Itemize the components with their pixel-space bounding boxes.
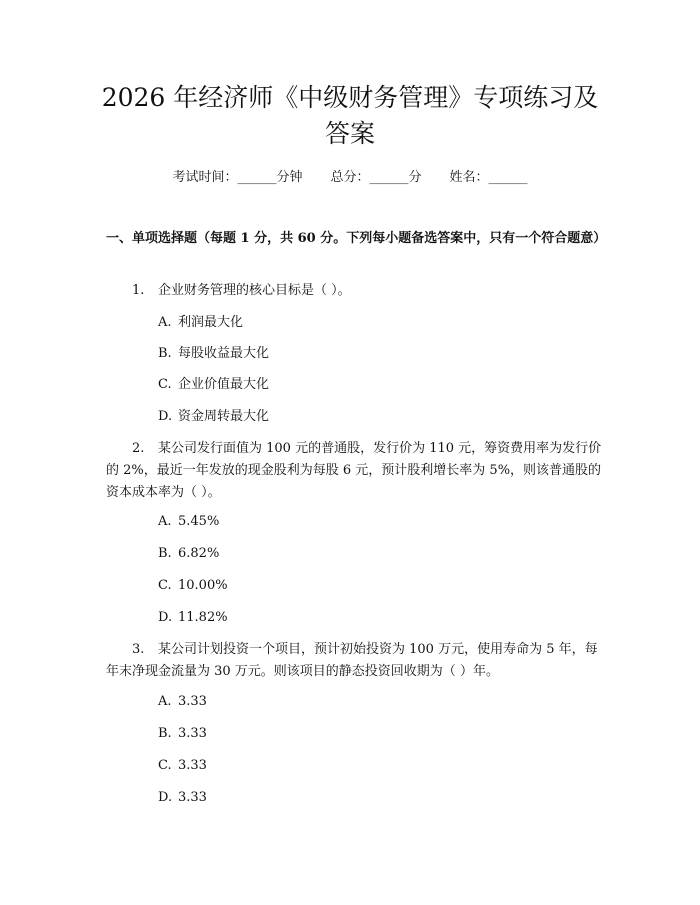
question-2-option-b	[158, 544, 598, 564]
question-number: 2.	[132, 441, 145, 456]
question-1-option-c	[158, 375, 598, 395]
option-text: 资金周转最大化	[178, 409, 270, 424]
question-2-option-a	[158, 512, 598, 532]
question-text: 企业财务管理的核心目标是（ ）。	[158, 283, 351, 298]
option-letter: A.	[158, 694, 172, 709]
option-text: 10.00%	[178, 578, 228, 593]
option-text: 3.33	[178, 726, 207, 741]
question-3	[106, 639, 606, 683]
question-text: 某公司发行面值为 100 元的普通股，发行价为 110 元，筹资费用率为发行价的 2%，最近一年发放的现金股利为每股 6 元，预计股利增长率为 5%，则该普通股的资本成本率为（ ）。	[106, 441, 602, 500]
option-letter: B.	[158, 726, 172, 741]
document-title: 2026 年经济师《中级财务管理》专项练习及答案	[101, 83, 599, 148]
option-letter: A.	[158, 514, 172, 529]
question-3-option-a	[158, 692, 598, 712]
question-3-option-d	[158, 788, 598, 808]
question-2-option-c	[158, 576, 598, 596]
option-letter: B.	[158, 346, 172, 361]
option-letter: A.	[158, 315, 172, 330]
name-field: 姓名：______	[449, 170, 528, 185]
question-1	[106, 280, 606, 302]
option-letter: C.	[158, 758, 172, 773]
question-2-option-d	[158, 608, 598, 628]
option-text: 5.45%	[178, 514, 220, 529]
option-letter: D.	[158, 790, 173, 805]
option-letter: C.	[158, 377, 172, 392]
option-letter: D.	[158, 409, 173, 424]
option-text: 6.82%	[178, 546, 220, 561]
option-text: 3.33	[178, 758, 207, 773]
total-score-field: 总分：______分	[330, 170, 422, 185]
question-number: 3.	[132, 642, 145, 657]
question-3-option-b	[158, 724, 598, 744]
option-text: 11.82%	[178, 610, 228, 625]
question-number: 1.	[132, 283, 145, 298]
question-text: 某公司计划投资一个项目，预计初始投资为 100 万元，使用寿命为 5 年，每年末净现金流量为 30 万元。则该项目的静态投资回收期为（ ）年。	[106, 642, 598, 679]
question-1-option-a	[158, 313, 598, 333]
section-heading: 一、单项选择题（每题 1 分，共 60 分。下列每小题备选答案中，只有一个符合题意）	[106, 231, 607, 246]
option-letter: D.	[158, 610, 173, 625]
option-letter: B.	[158, 546, 172, 561]
exam-info-line	[0, 168, 700, 188]
option-text: 企业价值最大化	[178, 377, 270, 392]
question-2	[106, 438, 606, 504]
option-text: 3.33	[178, 694, 207, 709]
option-text: 3.33	[178, 790, 207, 805]
option-text: 利润最大化	[178, 315, 244, 330]
question-1-option-b	[158, 344, 598, 364]
question-1-option-d	[158, 407, 598, 427]
question-3-option-c	[158, 756, 598, 776]
exam-time-field: 考试时间：______分钟	[172, 170, 303, 185]
option-letter: C.	[158, 578, 172, 593]
option-text: 每股收益最大化	[178, 346, 270, 361]
